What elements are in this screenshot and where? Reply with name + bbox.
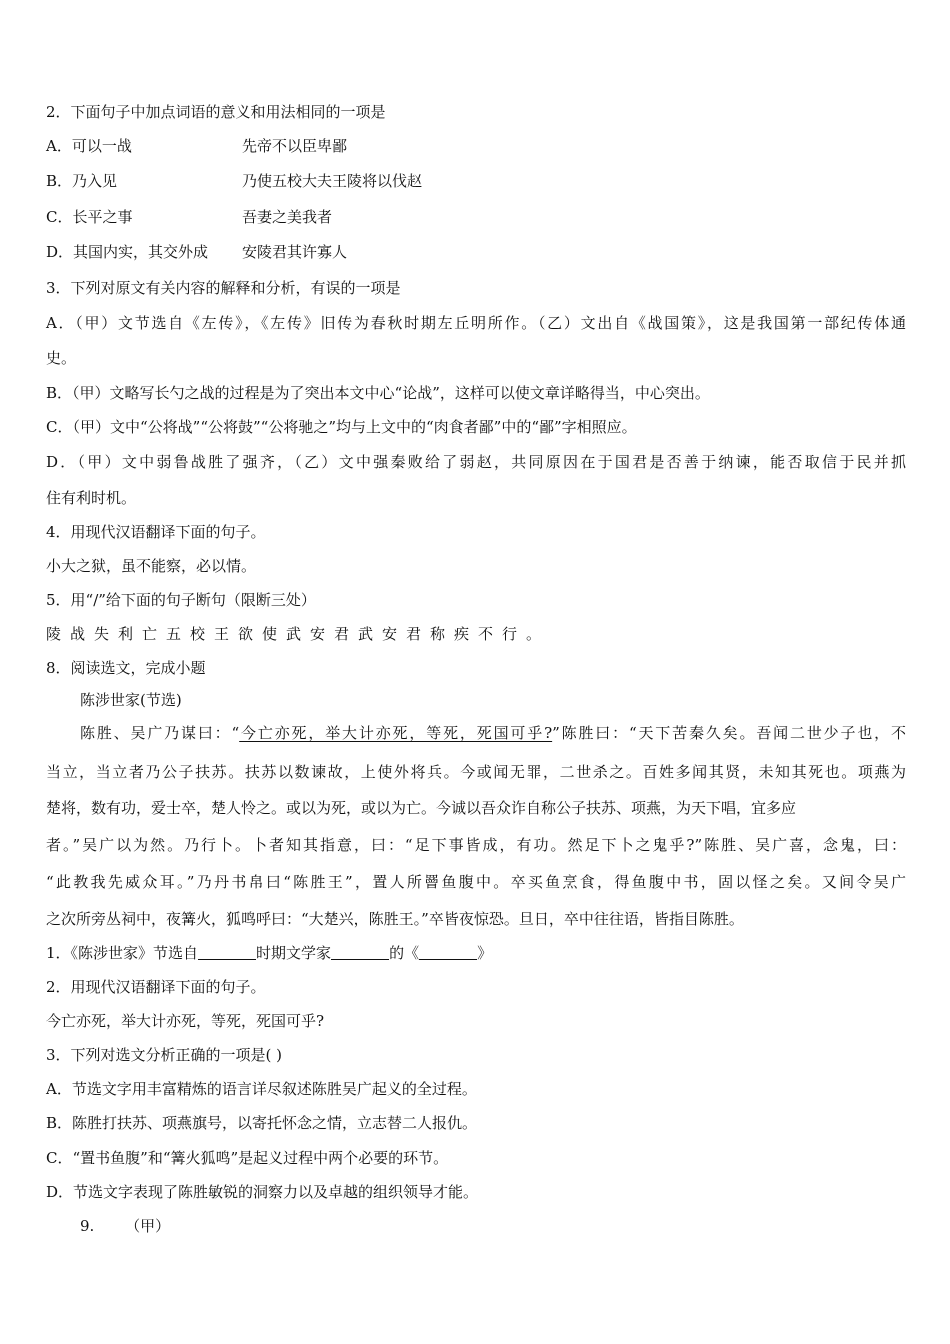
q5-sentence: 陵战失利亡五校王欲使武安君武安君称疾不行。 — [46, 625, 551, 643]
q3-option-a-line2: 史。 — [46, 349, 77, 367]
q8-sub1-text-d: 》 — [477, 944, 493, 962]
q8-stem: 8．阅读选文，完成小题 — [46, 659, 206, 677]
q3-option-b: B．（甲）文略写长勺之战的过程是为了突出本文中心“论战”，这样可以使文章详略得当，中心突出。 — [46, 384, 710, 402]
q8-sub3-option-a: A．节选文字用丰富精炼的语言详尽叙述陈胜吴广起义的全过程。 — [46, 1080, 477, 1098]
q3-option-d-line1: D．（甲）文中弱鲁战胜了强齐，（乙）文中强秦败给了弱赵，共同原因在于国君是否善于纳谏，能否取信于民并抓 — [46, 453, 906, 471]
passage-line-4: 者。”吴广以为然。乃行卜。卜者知其指意，曰：“足下事皆成，有功。然足下卜之鬼乎?”陈胜、吴广喜，念鬼，曰： — [46, 836, 906, 854]
q2-option-c-left: C．长平之事 — [46, 208, 133, 226]
passage-line-5: “此教我先威众耳。”乃丹书帛曰“陈胜王”，置人所罾鱼腹中。卒买鱼烹食，得鱼腹中书，固以怪之矣。又间令吴广 — [46, 873, 906, 891]
q3-option-c: C．（甲）文中“公将战”“公将鼓”“公将驰之”均与上文中的“肉食者鄙”中的“鄙”字相照应。 — [46, 418, 637, 436]
passage-line-1-post: ”陈胜曰：“天下苦秦久矣。吾闻二世少子也，不 — [552, 724, 907, 742]
q8-sub3: 3．下列对选文分析正确的一项是( ) — [46, 1046, 283, 1064]
blank-author[interactable] — [331, 945, 389, 960]
q8-sub1-text-b: 时期文学家 — [256, 944, 332, 962]
q2-option-a — [46, 135, 906, 157]
q8-sub3-option-b: B．陈胜打扶苏、项燕旗号，以寄托怀念之情，立志替二人报仇。 — [46, 1114, 478, 1132]
q2-option-a-left: A．可以一战 — [46, 137, 132, 155]
q9-heading — [80, 1215, 906, 1237]
passage-underlined-sentence: 今亡亦死，举大计亦死，等死，死国可乎? — [239, 724, 553, 742]
q8-sub1-text-a: 1．《陈涉世家》节选自 — [46, 944, 199, 962]
q2-option-d-left: D．其国内实，其交外成 — [46, 243, 209, 261]
q8-sub1 — [46, 942, 906, 964]
q3-option-d-line2: 住有利时机。 — [46, 489, 137, 507]
q8-sub3-option-c: C．“置书鱼腹”和“篝火狐鸣”是起义过程中两个必要的环节。 — [46, 1149, 449, 1167]
q9-label: （甲） — [125, 1217, 171, 1235]
passage-title: 陈涉世家(节选) — [80, 691, 182, 709]
q2-stem: 2．下面句子中加点词语的意义和用法相同的一项是 — [46, 103, 386, 121]
passage-line-2: 当立，当立者乃公子扶苏。扶苏以数谏故，上使外将兵。今或闻无罪，二世杀之。百姓多闻其贤，未知其死也。项燕为 — [46, 763, 906, 781]
q4-stem: 4．用现代汉语翻译下面的句子。 — [46, 523, 266, 541]
q2-option-d — [46, 241, 906, 263]
q3-option-a-line1: A．（甲）文节选自《左传》，《左传》旧传为春秋时期左丘明所作。（乙）文出自《战国策》，这是我国第一部纪传体通 — [46, 314, 906, 332]
q2-option-c-right: 吾妻之美我者 — [242, 208, 333, 226]
passage-line-1 — [80, 722, 906, 744]
q2-option-a-right: 先帝不以臣卑鄙 — [242, 137, 348, 155]
q2-option-b-left: B．乃入见 — [46, 172, 118, 190]
q8-sub1-text-c: 的《 — [389, 944, 420, 962]
q8-sub3-option-d: D．节选文字表现了陈胜敏锐的洞察力以及卓越的组织领导才能。 — [46, 1183, 479, 1201]
q2-option-c — [46, 206, 906, 228]
q4-sentence: 小大之狱，虽不能察，必以情。 — [46, 557, 257, 575]
q2-option-d-right: 安陵君其许寡人 — [242, 243, 348, 261]
q5-stem: 5．用“/”给下面的句子断句（限断三处） — [46, 591, 316, 609]
passage-line-1-pre: 陈胜、吴广乃谋曰：“ — [80, 724, 240, 742]
passage-line-3: 楚将，数有功，爱士卒，楚人怜之。或以为死，或以为亡。今诚以吾众诈自称公子扶苏、项燕，为天下唱，宜多应 — [46, 799, 797, 817]
blank-book[interactable] — [419, 945, 477, 960]
passage-line-6: 之次所旁丛祠中，夜篝火，狐鸣呼曰：“大楚兴，陈胜王。”卒皆夜惊恐。旦日，卒中往往语，皆指目陈胜。 — [46, 910, 744, 928]
q9-number: 9. — [80, 1217, 95, 1235]
q3-stem: 3．下列对原文有关内容的解释和分析，有误的一项是 — [46, 279, 401, 297]
q8-sub2: 2．用现代汉语翻译下面的句子。 — [46, 978, 266, 996]
q8-sub2-sentence: 今亡亦死，举大计亦死，等死，死国可乎? — [46, 1012, 325, 1030]
q2-option-b — [46, 170, 906, 192]
blank-period[interactable] — [198, 945, 256, 960]
q2-option-b-right: 乃使五校大夫王陵将以伐赵 — [242, 172, 423, 190]
